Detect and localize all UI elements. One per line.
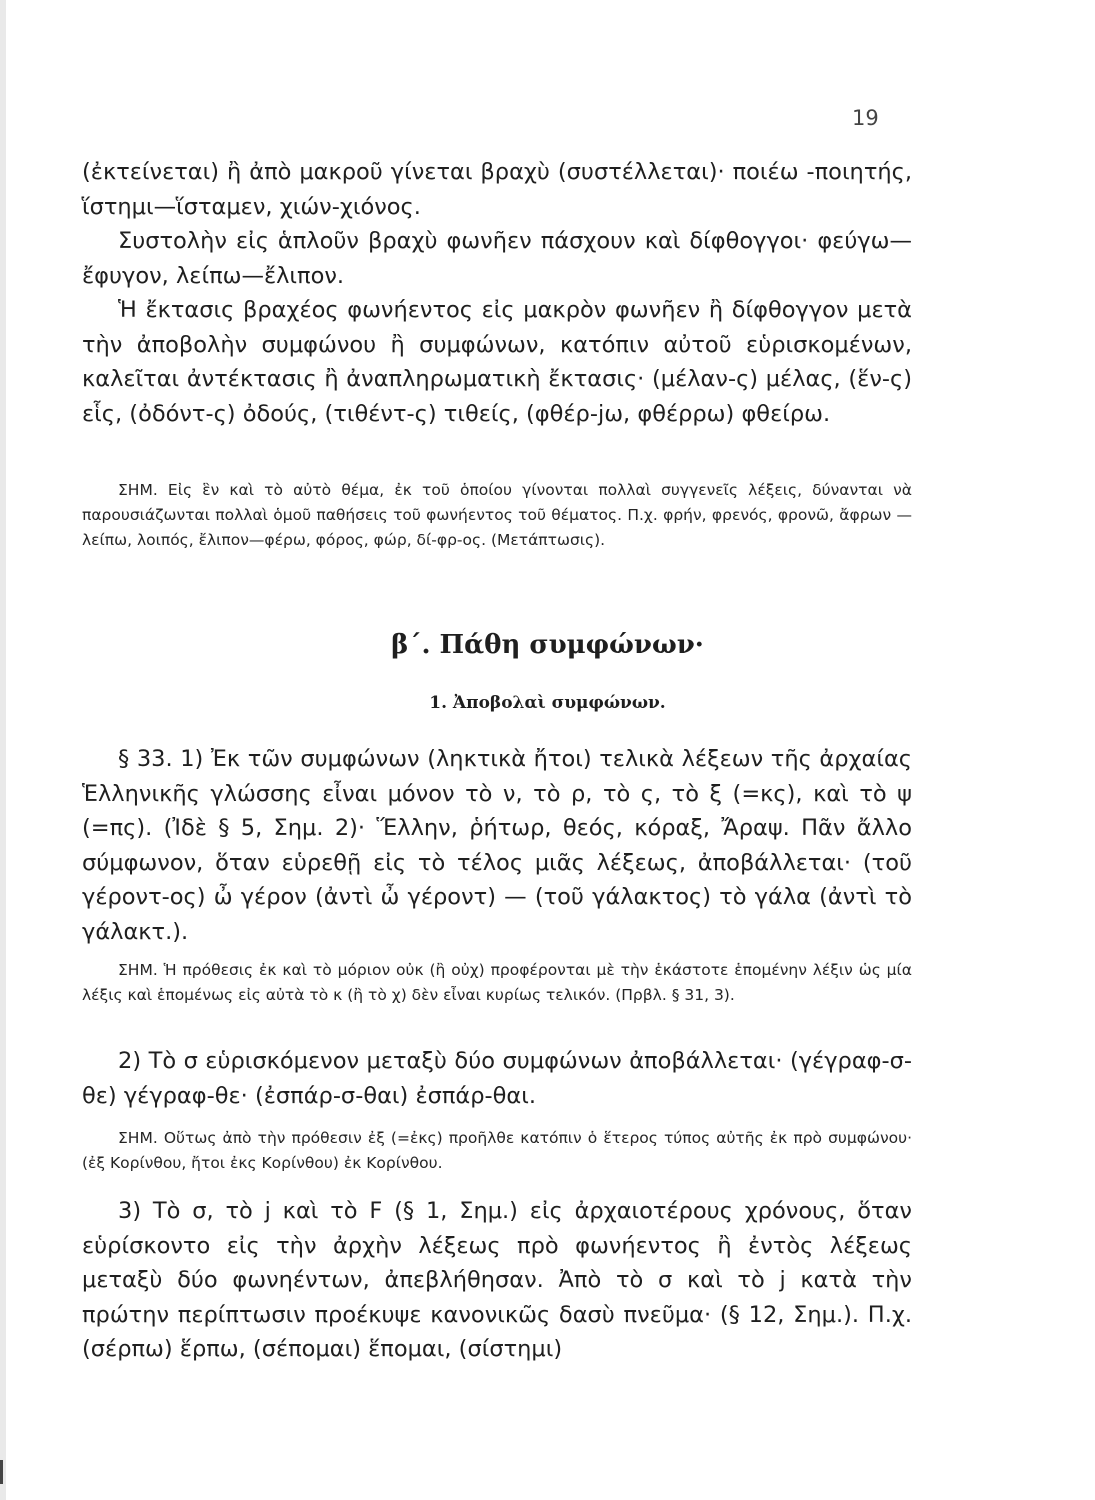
subsection-heading: 1. Ἀποβολαὶ συμφώνων. bbox=[429, 693, 666, 713]
note-2: ΣΗΜ. Ἡ πρόθεσις ἐκ καὶ τὸ μόριον οὐκ (ἢ οὐχ) προφέρονται μὲ τὴν ἑκάστοτε ἑπομένην λέξιν ὡς μία λέξις καὶ ἑπομένως εἰς αὐτὰ τὸ κ (ἢ τὸ χ) δὲν εἶναι κυρίως τελικόν. (Πρβλ. § 31, 3). bbox=[82, 961, 912, 1004]
paragraph-6: 3) Τὸ σ, τὸ j καὶ τὸ F (§ 1, Σημ.) εἰς ἀρχαιοτέρους χρόνους, ὅταν εὑρίσκοντο εἰς τὴν ἀρχὴν λέξεως πρὸ φωνήεντος ἢ ἐντὸς λέξεως μεταξὺ δύο φωνηέντων, ἀπεβλήθησαν. Ἀπὸ τὸ σ καὶ τὸ j κατὰ τὴν πρώτην περίπτωσιν προέκυψε κανονικῶς δασὺ πνεῦμα· (§ 12, Σημ.). Π.χ. (σέρπω) ἕρπω, (σέπομαι) ἕπομαι, (σίστημι) bbox=[82, 1198, 912, 1362]
page-left-edge bbox=[0, 0, 6, 1500]
paragraph-2: Συστολὴν εἰς ἁπλοῦν βραχὺ φωνῆεν πάσχουν καὶ δίφθογγοι· φεύγω—ἔφυγον, λείπω—ἔλιπον. bbox=[82, 228, 912, 289]
paragraph-4: § 33. 1) Ἐκ τῶν συμφώνων (ληκτικὰ ἤτοι) τελικὰ λέξεων τῆς ἀρχαίας Ἑλληνικῆς γλώσσης εἶναι μόνον τὸ ν, τὸ ρ, τὸ ς, τὸ ξ (=κς), καὶ τὸ ψ (=πς). (Ἰδὲ § 5, Σημ. 2)· Ἕλλην, ῥήτωρ, θεός, κόραξ, Ἄραψ. Πᾶν ἄλλο σύμφωνον, ὅταν εὑρεθῇ εἰς τὸ τέλος μιᾶς λέξεως, ἀποβάλλεται· (τοῦ γέροντ-ος) ὦ γέρον (ἀντὶ ὦ γέροντ) — (τοῦ γάλακτος) τὸ γάλα (ἀντὶ τὸ γάλακτ.). bbox=[82, 746, 912, 945]
section-heading: β΄. Πάθη συμφώνων· bbox=[391, 630, 704, 660]
page-number: 19 bbox=[852, 106, 879, 130]
paragraph-5: 2) Τὸ σ εὑρισκόμενον μεταξὺ δύο συμφώνων ἀποβάλλεται· (γέγραφ-σ-θε) γέγραφ-θε· (ἐσπάρ-σ-θαι) ἐσπάρ-θαι. bbox=[82, 1048, 912, 1109]
scan-edge-mark bbox=[0, 1460, 3, 1484]
paragraph-1: (ἐκτείνεται) ἢ ἀπὸ μακροῦ γίνεται βραχὺ (συστέλλεται)· ποιέω -ποιητής, ἵστημι—ἵσταμεν, χιών-χιόνος. bbox=[82, 159, 912, 220]
paragraph-3: Ἡ ἔκτασις βραχέος φωνήεντος εἰς μακρὸν φωνῆεν ἢ δίφθογγον μετὰ τὴν ἀποβολὴν συμφώνου ἢ συμφώνων, κατόπιν αὐτοῦ εὑρισκομένων, καλεῖται ἀντέκτασις ἢ ἀναπληρωματικὴ ἔκτασις· (μέλαν-ς) μέλας, (ἕν-ς) εἷς, (ὀδόντ-ς) ὀδούς, (τιθέντ-ς) τιθείς, (φθέρ-jω, φθέρρω) φθείρω. bbox=[82, 297, 912, 427]
note-3: ΣΗΜ. Οὕτως ἀπὸ τὴν πρόθεσιν ἐξ (=ἐκς) προῆλθε κατόπιν ὁ ἕτερος τύπος αὐτῆς ἐκ πρὸ συμφώνου· (ἐξ Κορίνθου, ἤτοι ἐκς Κορίνθου) ἐκ Κορίνθου. bbox=[82, 1129, 912, 1172]
note-1: ΣΗΜ. Εἰς ἓν καὶ τὸ αὐτὸ θέμα, ἐκ τοῦ ὁποίου γίνονται πολλαὶ συγγενεῖς λέξεις, δύνανται νὰ παρουσιάζωνται πολλαὶ ὁμοῦ παθήσεις τοῦ φωνήεντος τοῦ θέματος. Π.χ. φρήν, φρενός, φρονῶ, ἄφρων — λείπω, λοιπός, ἔλιπον—φέρω, φόρος, φώρ, δί-φρ-ος. (Μετάπτωσις). bbox=[82, 481, 912, 549]
